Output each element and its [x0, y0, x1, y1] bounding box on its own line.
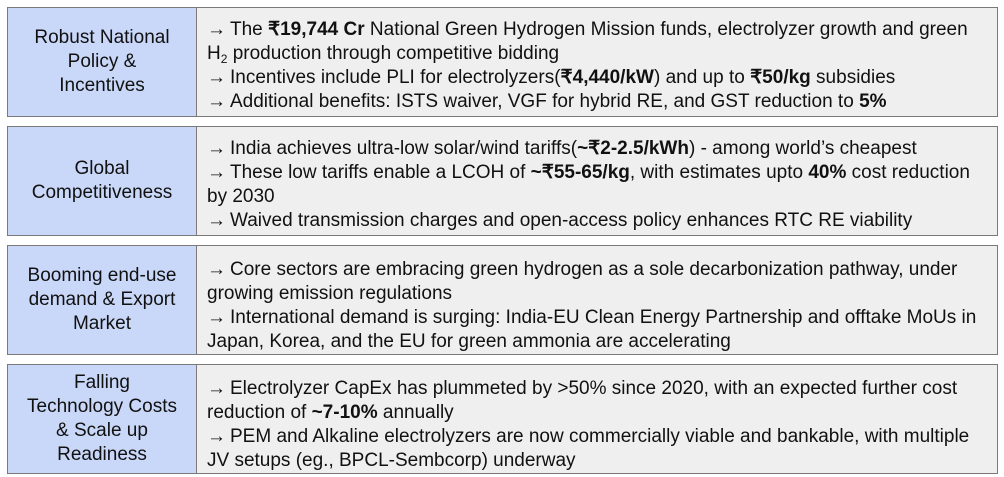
bullet-line: → These low tariffs enable a LCOH of ~₹55-65/kg, with estimates upto 40% cost reduction by 2030: [207, 162, 970, 207]
row-content: [197, 8, 997, 116]
bullet-line: → Additional benefits: ISTS waiver, VGF for hybrid RE, and GST reduction to 5%: [207, 91, 887, 112]
label-line: Readiness: [57, 444, 147, 465]
label-line: & Scale up: [56, 420, 148, 441]
highlight-value: ₹19,744 Cr: [268, 19, 365, 40]
arrow-icon: →: [207, 67, 226, 88]
arrow-icon: →: [207, 210, 226, 231]
row-label: [8, 8, 197, 116]
label-line: Policy &: [67, 51, 137, 72]
arrow-icon: →: [207, 426, 226, 447]
arrow-icon: →: [207, 259, 226, 280]
row-label: [8, 365, 197, 473]
label-line: Incentives: [59, 75, 145, 96]
bullet-line: → PEM and Alkaline electrolyzers are now commercially viable and bankable, with multiple JV setups (eg., BPCL-Sembcorp) underway: [207, 426, 970, 471]
label-line: Booming end-use: [27, 265, 177, 286]
arrow-icon: →: [207, 19, 226, 40]
bullet-line: → Incentives include PLI for electrolyzers(₹4,440/kW) and up to ₹50/kg subsidies: [207, 67, 896, 88]
label-line: Falling: [74, 372, 130, 393]
bullet-line: → India achieves ultra-low solar/wind tariffs(~₹2-2.5/kWh) - among world’s cheapest: [207, 138, 917, 159]
highlight-value: ₹4,440/kW: [560, 67, 654, 88]
arrow-icon: →: [207, 91, 226, 112]
label-line: Market: [72, 313, 132, 334]
row-label-text: [28, 264, 177, 336]
row-label-text: [27, 371, 177, 467]
bullet-line: → Electrolyzer CapEx has plummeted by >50% since 2020, with an expected further cost reduction of ~7-10% annually: [207, 378, 958, 423]
label-line: demand & Export: [28, 289, 176, 310]
bullet-line: → International demand is surging: India-EU Clean Energy Partnership and offtake MoUs in Japan, Korea, and the EU for green ammonia are accelerating: [207, 307, 977, 352]
highlight-value: ₹50/kg: [750, 67, 811, 88]
highlight-value: ~₹2-2.5/kWh: [577, 138, 689, 159]
bullet-line: → Waived transmission charges and open-access policy enhances RTC RE viability: [207, 210, 913, 231]
arrow-icon: →: [207, 138, 226, 159]
arrow-icon: →: [207, 307, 226, 328]
label-line: Technology Costs: [27, 396, 177, 417]
arrow-icon: →: [207, 378, 226, 399]
label-line: Robust National: [34, 27, 170, 48]
bullet-line: → Core sectors are embracing green hydrogen as a sole decarbonization pathway, under growing emission regulations: [207, 259, 958, 304]
row-content: [197, 246, 997, 354]
highlight-value: ~7-10%: [311, 402, 378, 423]
row-policy: [7, 7, 998, 117]
row-content: [197, 127, 997, 235]
label-line: Competitiveness: [31, 182, 173, 203]
row-demand: [7, 245, 998, 355]
bullet-line: → The ₹19,744 Cr National Green Hydrogen Mission funds, electrolyzer growth and green $H_2$ production through competitive bidding: [207, 19, 968, 66]
highlight-value: ~₹55-65/kg: [530, 162, 630, 183]
label-line: Global: [74, 158, 130, 179]
subscript: 2: [220, 52, 228, 66]
highlight-value: 40%: [808, 162, 847, 183]
row-label-text: [32, 157, 172, 205]
row-competitiveness: [7, 126, 998, 236]
row-technology: [7, 364, 998, 474]
highlight-value: 5%: [859, 91, 887, 112]
arrow-icon: →: [207, 162, 226, 183]
row-label: [8, 127, 197, 235]
row-label: [8, 246, 197, 354]
row-content: [197, 365, 997, 473]
row-label-text: [34, 26, 169, 98]
